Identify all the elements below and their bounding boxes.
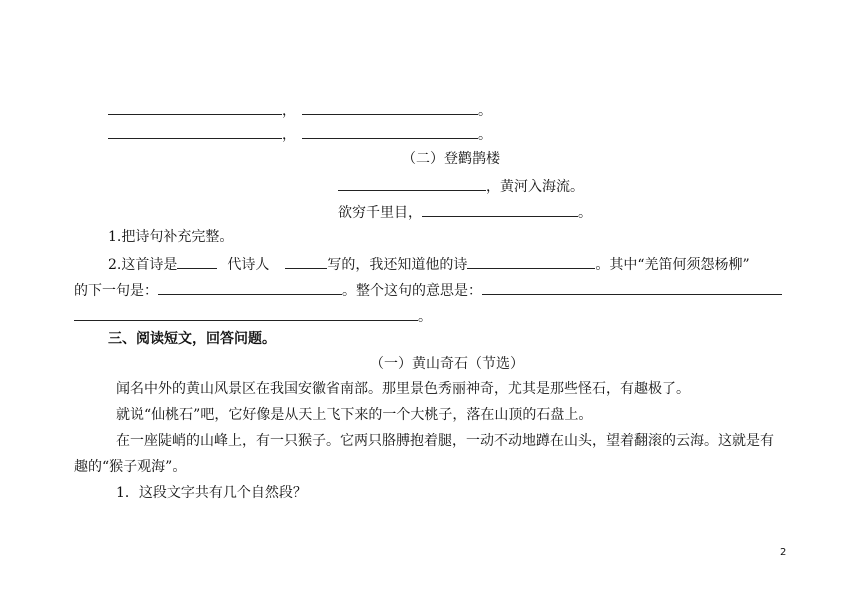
question-2-line-2 <box>74 280 782 300</box>
passage-paragraph-1: 闻名中外的黄山风景区在我国安徽省南部。那里景色秀丽神奇，尤其是那些怪石，有趣极了。 <box>116 381 690 397</box>
page-number: 2 <box>780 547 787 558</box>
passage-paragraph-2: 就说“仙桃石”吧，它好像是从天上飞下来的一个大桃子，落在山顶的石盘上。 <box>116 407 593 423</box>
period: 。 <box>478 103 492 119</box>
q2-text-a: 2.这首诗是 <box>108 257 178 273</box>
question-2-line-1 <box>108 254 750 274</box>
fill-blank[interactable] <box>108 124 282 139</box>
poem2-line2-text: 欲穷千里目， <box>338 205 422 221</box>
q2-text-c: 写的，我还知道他的诗 <box>327 257 468 273</box>
poem-blank-line-1 <box>108 100 492 120</box>
passage-paragraph-3-cont: 趣的“猴子观海”。 <box>74 459 187 475</box>
question-2-line-3 <box>74 306 432 326</box>
question-1: 1.把诗句补充完整。 <box>108 229 234 245</box>
comma: ， <box>282 103 296 119</box>
fill-blank-poet[interactable] <box>285 254 327 269</box>
poem2-title: （二）登鹳鹊楼 <box>402 151 500 167</box>
fill-blank[interactable] <box>302 124 478 139</box>
poem-blank-line-2 <box>108 124 492 144</box>
passage-title: （一）黄山奇石（节选） <box>370 356 524 372</box>
q2-text-f: 。整个这句的意思是： <box>342 283 482 299</box>
fill-blank[interactable] <box>108 100 282 115</box>
period: 。 <box>578 205 592 221</box>
fill-blank-meaning[interactable] <box>482 280 782 295</box>
q2-text-b: 代诗人 <box>227 257 270 273</box>
reading-question-1: 1．这段文字共有几个自然段？ <box>116 485 307 501</box>
period: 。 <box>478 127 492 143</box>
section-3-heading: 三、阅读短文，回答问题。 <box>108 331 276 347</box>
poem2-line-1 <box>338 176 584 196</box>
q2-text-e: 的下一句是： <box>74 283 158 299</box>
period: 。 <box>418 309 432 325</box>
fill-blank-poem[interactable] <box>467 254 595 269</box>
fill-blank-meaning-cont[interactable] <box>74 306 418 321</box>
q2-text-d: 。其中“羌笛何须怨杨柳” <box>595 257 750 273</box>
fill-blank[interactable] <box>302 100 478 115</box>
fill-blank-next-line[interactable] <box>158 280 342 295</box>
fill-blank[interactable] <box>338 176 486 191</box>
comma: ， <box>282 127 296 143</box>
poem2-line-2 <box>338 202 592 222</box>
poem2-line1-text: ，黄河入海流。 <box>486 179 584 195</box>
passage-paragraph-3: 在一座陡峭的山峰上，有一只猴子。它两只胳膊抱着腿，一动不动地蹲在山头，望着翻滚的云海。这就是有 <box>116 433 774 449</box>
fill-blank[interactable] <box>422 202 578 217</box>
fill-blank-dynasty[interactable] <box>177 254 217 269</box>
